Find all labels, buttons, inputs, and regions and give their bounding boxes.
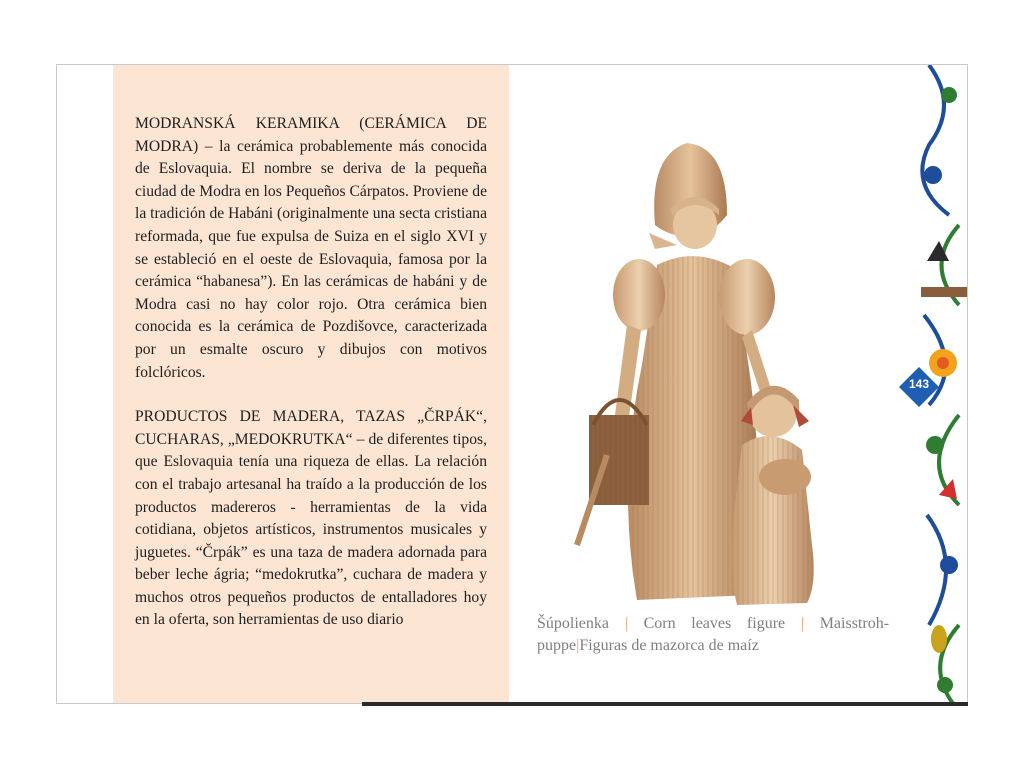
paragraph-wood-products: PRODUCTOS DE MADERA, TAZAS „ČRPÁK“, CUCHARAS, „MEDOKRUTKA“ – de diferentes tipos, que Eslovaquia tenía una riqueza de ellas. La relación con el trabajo artesanal ha traído a la producción de los productos madereros - herramientas de la vida cotidiana, objetos artísticos, instrumentos musicales y juguetes. “Črpák” es una taza de madera adornada para beber leche ágria; “medokrutka”, cuchara de madera y muchos otros pequeños productos de entalladores hoy en la oferta, son herramientas de uso diario: [135, 408, 487, 629]
page-number: 143: [908, 377, 930, 391]
woman-left-sleeve: [613, 259, 665, 331]
caption-separator: |: [576, 637, 580, 654]
image-caption: [537, 613, 889, 657]
caption-separator: |: [800, 615, 805, 632]
caption-spanish: Figuras de mazorca de maíz: [579, 637, 759, 654]
caption-german: Maisstrohpuppe: [537, 615, 890, 654]
corn-husk-figures-photo: [537, 125, 877, 625]
book-page: [56, 64, 968, 704]
woman-right-sleeve: [719, 259, 775, 335]
body-text-column: [135, 113, 487, 654]
caption-english: Corn leaves figure: [643, 615, 786, 632]
caption-slovak: Šúpolienka: [537, 615, 609, 632]
paragraph-modra-ceramics: MODRANSKÁ KERAMIKA (CERÁMICA DE MODRA) – la cerámica probablemente más conocida de Eslovaquia. El nombre se deriva de la pequeña ciudad de Modra en los Pequeños Cárpatos. Proviene de la tradición de Habáni (originalmente una secta cristiana reformada, que fue expulsa de Suiza en el siglo XVI y se estableció en el oeste de Eslovaquia, famosa por la cerámica “habanesa”). En las cerámicas de habáni y de Modra casi no hay color rojo. Otra cerámica bien conocida es la cerámica de Pozdišovce, caracterizada por un esmalte oscuro y dibujos con motivos folclóricos.: [135, 115, 488, 381]
caption-separator: |: [624, 615, 628, 632]
page-bottom-shadow: [362, 702, 968, 706]
